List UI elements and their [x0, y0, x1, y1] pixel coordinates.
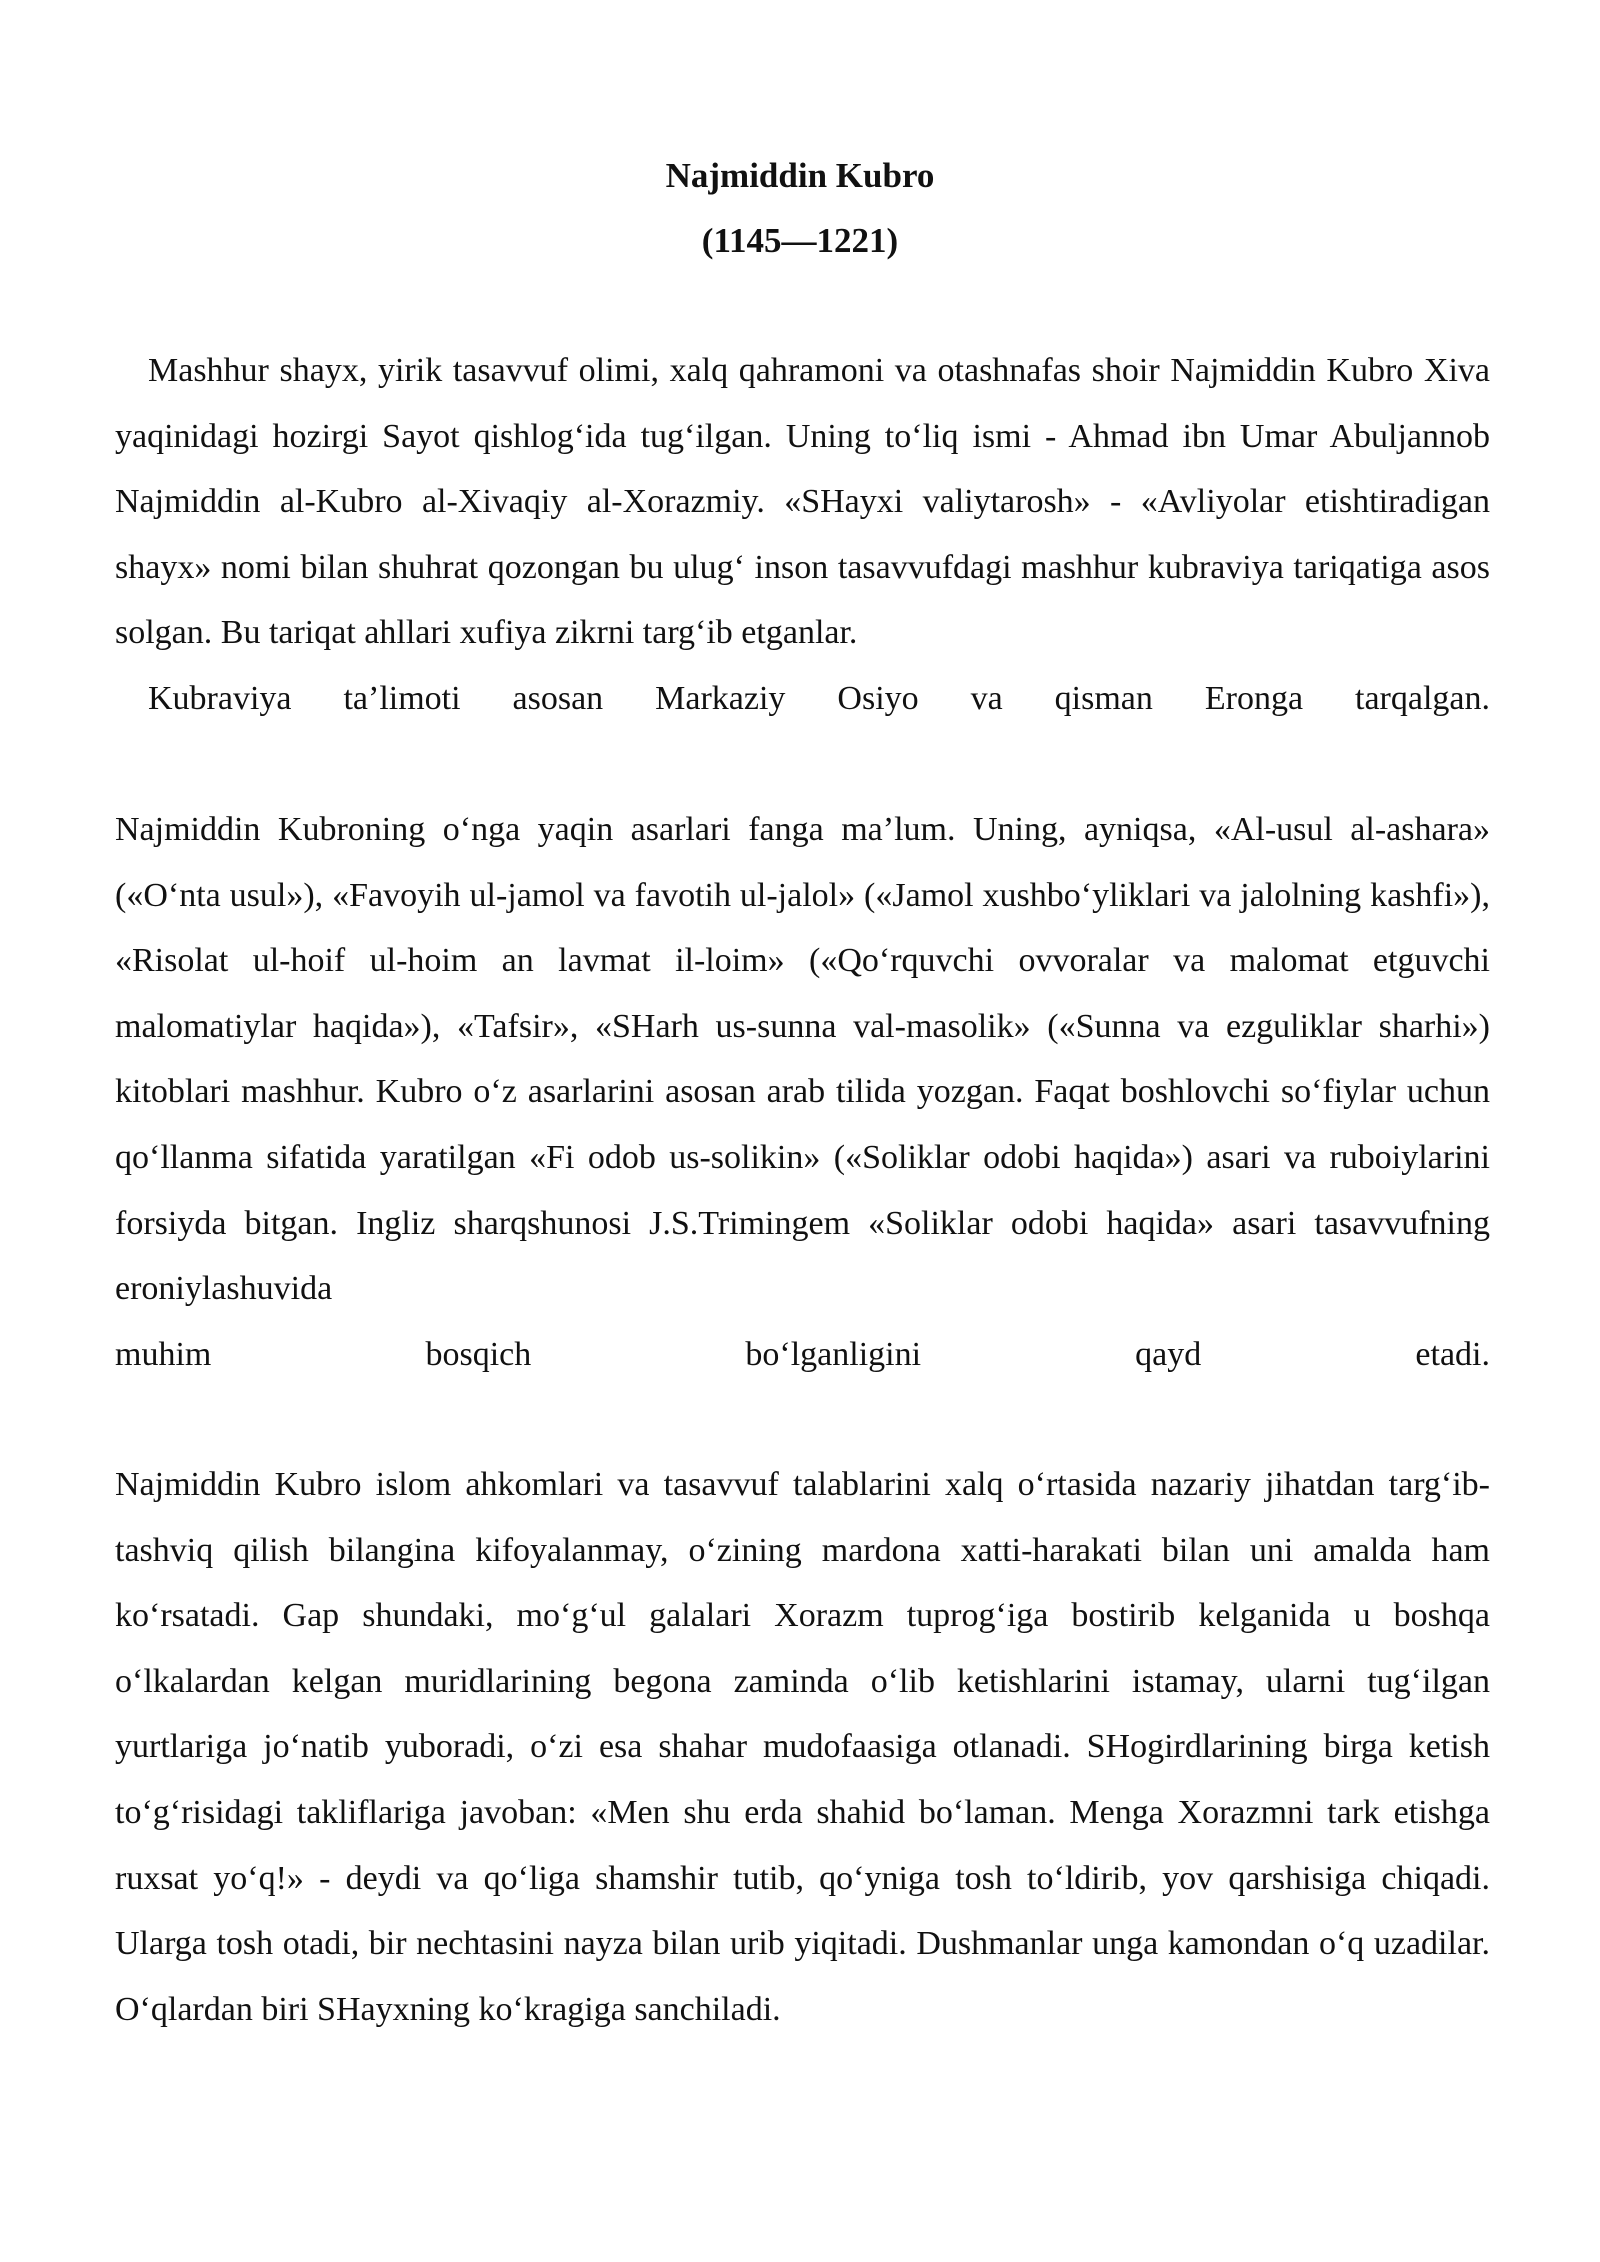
paragraph-1: [115, 338, 1490, 732]
paragraph-3: [115, 1452, 1490, 2042]
document-subtitle-years: (1145—1221): [701, 221, 899, 260]
paragraph-1-last-line: Kubraviya ta’limoti asosan Markaziy Osiyo va qisman Eronga tarqalgan.: [148, 679, 1490, 717]
paragraph-3-body: Najmiddin Kubro islom ahkomlari va tasavvuf talablarini xalq o‘rtasida nazariy jihatdan targ‘ib-tashviq qilish bilangina kifoyalanmay, o‘zining mardona xatti-harakati bilan uni amalda ham ko‘rsatadi. Gap shundaki, mo‘g‘ul galalari Xorazm tuprog‘iga bostirib kelganida u boshqa o‘lkalardan kelgan muridlarining begona zaminda o‘lib ketishlarini istamay, ularni tug‘ilgan yurtlariga jo‘natib yuboradi, o‘zi esa shahar mudofaasiga otlanadi. SHogirdlarining birga ketish to‘g‘risidagi takliflariga javoban: «Men shu erda shahid bo‘laman. Menga Xorazmni tark etishga ruxsat yo‘q!» - deydi va qo‘liga shamshir tutib, qo‘yniga tosh to‘ldirib, yov qarshisiga chiqadi. Ularga tosh otadi, bir nechtasini nayza bilan urib yiqitadi. Dushmanlar unga kamondan o‘q uzadilar. O‘qlardan biri SHayxning ko‘kragiga sanchiladi.: [115, 1466, 1490, 2028]
paragraph-2-body: Najmiddin Kubroning o‘nga yaqin asarlari fanga ma’lum. Uning, ayniqsa, «Al-usul al-ashara» («O‘nta usul»), «Favoyih ul-jamol va favotih ul-jalol» («Jamol xushbo‘yliklari va jalolning kashfi»), «Risolat ul-hoif ul-hoim an lavmat il-loim» («Qo‘rquvchi ovvoralar va malomat etguvchi malomatiylar haqida»), «Tafsir», «SHarh us-sunna val-masolik» («Sunna va ezguliklar sharhi») kitoblari mashhur. Kubro o‘z asarlarini asosan arab tilida yozgan. Faqat boshlovchi so‘fiylar uchun qo‘llanma sifatida yaratilgan «Fi odob us-solikin» («Soliklar odobi haqida») asari va ruboiylarini forsiyda bitgan. Ingliz sharqshunosi J.S.Trimingem «Soliklar odobi haqida» asari tasavvufning eroniylashuvida: [115, 811, 1490, 1308]
paragraph-2: [115, 797, 1490, 1387]
paragraph-1-body: Mashhur shayx, yirik tasavvuf olimi, xalq qahramoni va otashnafas shoir Najmiddin Kubro Xiva yaqinidagi hozirgi Sayot qishlog‘ida tug‘ilgan. Uning to‘liq ismi - Ahmad ibn Umar Abuljannob Najmiddin al-Kubro al-Xivaqiy al-Xorazmiy. «SHayxi valiytarosh» - «Avliyolar etishtiradigan shayx» nomi bilan shuhrat qozongan bu ulug‘ inson tasavvufdagi mashhur kubraviya tariqatiga asos solgan. Bu tariqat ahllari xufiya zikrni targ‘ib etganlar.: [115, 352, 1490, 652]
paragraph-2-last-line: muhim bosqich bo‘lganligini qayd etadi.: [115, 1335, 1490, 1373]
document-title: Najmiddin Kubro: [665, 156, 935, 195]
